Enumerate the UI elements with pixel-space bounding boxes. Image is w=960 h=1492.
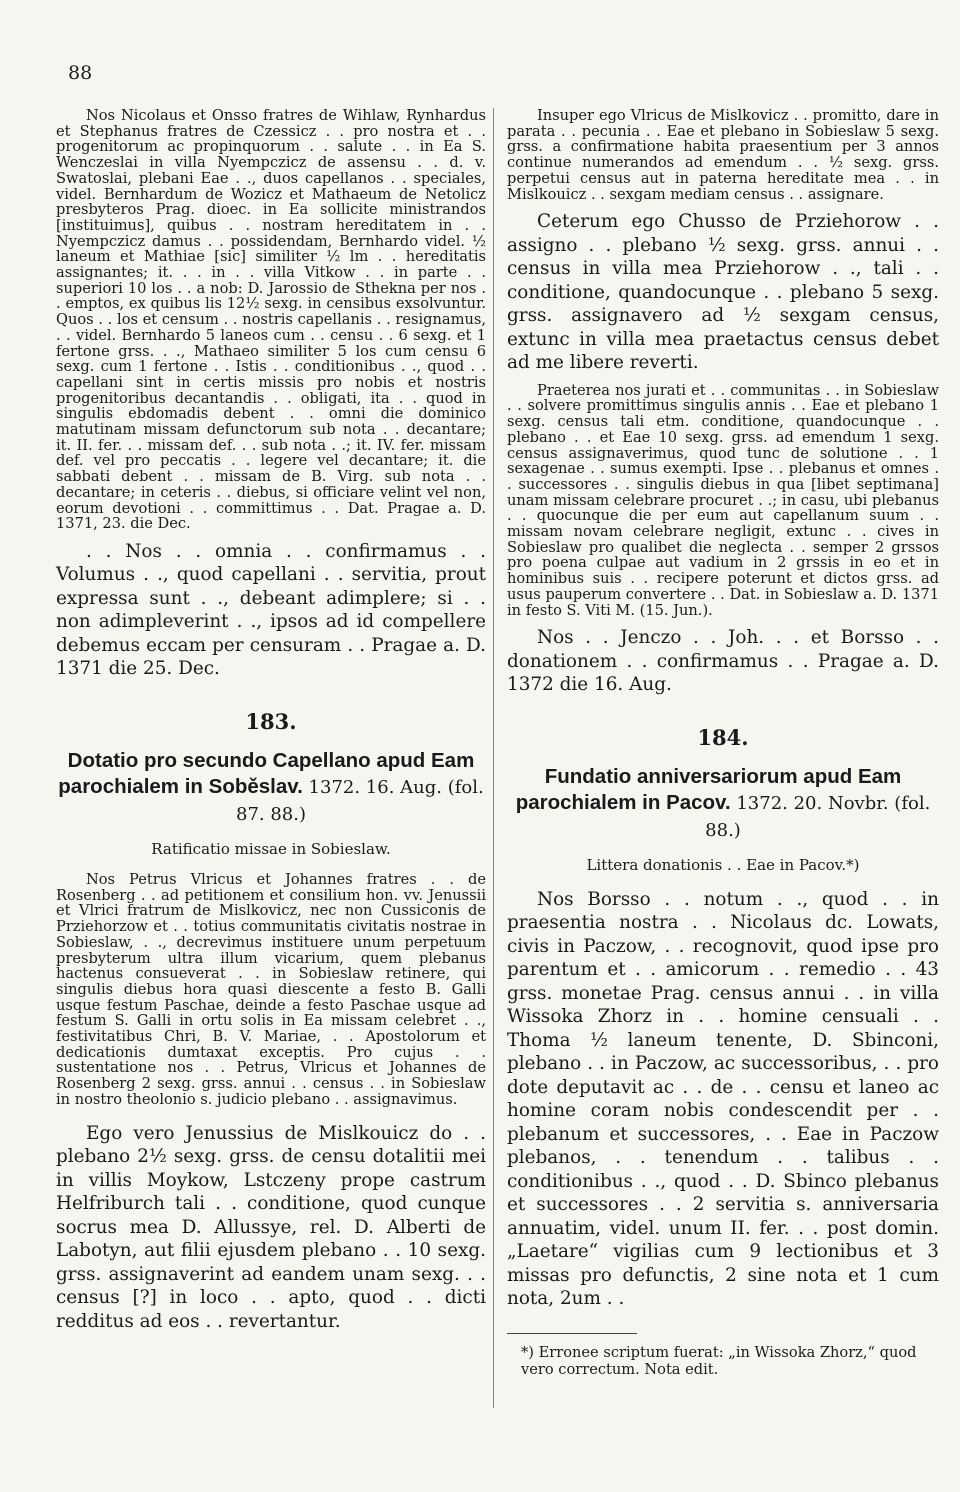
document-title-183 <box>56 748 486 828</box>
footnote-rule <box>507 1333 637 1334</box>
charter-text-communitas: Praeterea nos jurati et . . communitas . . in Sobieslaw . . solvere promittimus singulis annis . . Eae et plebano 1 sexg. census tali etm. conditione, quandocunque . . plebano . . et Eae 10 sexg. grss. ad emendum 1 sexg. census assignaverimus, quod tunc de solutione . . 1 sexagenae . . sumus exempti. Ipse . . plebanus et omnes . . successores . . singulis diebus in qua [libet septimana] unam missam celebrare procuret . .; in casu, ubi plebanus . . quocunque die per eum aut capellanum suum . . missam novam celebrare negligit, extunc . . cives in Sobieslaw pro qualibet die neglecta . . semper 2 grssos pro poena culpae aut vadium in 2 grssis in eo et in hominibus suis . . recipere poterunt et dictos grss. ad usus pauperum convertere . . Dat. in Sobieslaw a. D. 1371 in festo S. Viti M. (15. Jun.). <box>507 381 939 619</box>
right-column <box>507 108 939 1378</box>
charter-text-jenussius: Ego vero Jenussius de Mislkouicz do . . plebano 2½ sexg. grss. de censu dotalitii mei in villis Moykow, Lstczeny prope castrum Helfriburch tali . . conditione, quod cunque socrus mea D. Allussye, rel. D. Alberti de Labotyn, aut filii ejusdem plebano . . 10 sexg. grss. assignaverint ad eandem unam sexg. . . census [?] in loco . . apto, quod . . dicti redditus ad eos . . revertantur. <box>56 1122 486 1332</box>
document-subtitle-184: Littera donationis . . Eae in Pacov.*) <box>586 855 860 874</box>
charter-text-borsso: Nos Borsso . . notum . ., quod . . in praesentia nostra . . Nicolaus dc. Lowats, civis in Paczow, . . recognovit, quod ipse pro parentum et . . amicorum . . remedio . . 43 grss. monetae Prag. census annui . . in villa Wissoka Zhorz in . . homine censuali . . Thoma ½ laneum tenente, D. Sbinconi, plebano . . in Paczow, ac successoribus, . . pro dote deputavit ac . . de . . censu et laneo ac homine coram nobis condescendit per . . plebanum et successores, . . Eae in Paczow plebanos, . . tenendum . . talibus . . conditionibus . ., quod . . D. Sbinco plebanus et successores . . 2 servitia s. anniversaria annuatim, videl. unum II. fer. . . post domin. „Laetare“ vigilias cum 9 lectionibus et 3 missas pro defunctis, 2 sine nota et 1 cum nota, 2um . . <box>507 888 939 1310</box>
title-text: Dotatio pro secundo Capellano apud Eam parochialem in Soběslav. <box>58 748 475 798</box>
left-column <box>56 108 486 1333</box>
confirmation-text-1371: . . Nos . . omnia . . confirmamus . . Volumus . ., quod capellani . . servitia, prout expressa sunt . ., debeant adimplere; si . . non adimpleverint . ., ipsos ad id compellere debemus eccam per censuram . . Pragae a. D. 1371 die 25. Dec. <box>56 540 486 680</box>
column-divider <box>493 108 494 1408</box>
footnote: *) Erronee scriptum fuerat: „in Wissoka Zhorz,“ quod vero correctum. Nota edit. <box>521 1343 917 1378</box>
title-date: 1372. 16. Aug. (fol. 87. 88.) <box>236 776 484 825</box>
title-text: Fundatio anniversariorum apud Eam parochialem in Pacov. <box>515 764 902 814</box>
charter-text-vlricus: Insuper ego Vlricus de Mislkovicz . . promitto, dare in parata . . pecunia . . Eae et plebano in Sobieslaw 5 sexg. grss. a confirmatione habita praesentium per 3 annos continue numerandos ad emendum . . ½ sexg. grss. perpetui census aut in paterna hereditate mea . . in Mislkouicz . . sexgam mediam census . . assignare. <box>507 107 939 203</box>
document-number-184: 184. <box>697 724 749 750</box>
confirmation-text-1372: Nos . . Jenczo . . Joh. . . et Borsso . . donationem . . confirmamus . . Pragae a. D. 1372 die 16. Aug. <box>507 627 939 696</box>
charter-text-1371: Nos Nicolaus et Onsso fratres de Wihlaw, Rynhardus et Stephanus fratres de Czessicz . . pro nostra et . . progenitorum ac propinquorum . . salute . . in Ea S. Wenczeslai in villa Nyempczicz de assensu . . d. v. Swatoslai, plebani Eae . ., duos capellanos . . speciales, videl. Bernhardum de Wozicz et Mathaeum de Netolicz presbyteros Prag. dioec. in Ea sollicite ministrandos [instituimus], quibus . . nostram hereditatem in . . Nyempczicz damus . . possidendam, Bernhardo videl. ½ laneum et Mathiae [sic] similiter ½ lm . . hereditatis assignantes; it. . . in . . villa Vitkow . . in parte . . superiori 10 los . . a nob: D. Jarossio de Sthekna per nos . . emptos, ex quibus lis 12½ sexg. in censibus exsolvuntur. Quos . . los et censum . . nostris capellanis . . resignamus, . . videl. Bernhardo 5 laneos cum . . censu . . 6 sexg. et 1 fertone grss. . ., Mathaeo similiter 5 los cum censu 6 sexg. cum 1 fertone . . Istis . . conditionibus . ., quod . . capellani sint in certis missis pro nobis et nostris progenitoribus decantandis . . obligati, ita . . quod in singulis ebdomadis debent . . omni die dominico matutinam missam defunctorum sub nota . . decantare; it. II. fer. . . missam def. . . sub nota . .; it. IV. fer. missam def. vel pro peccatis . . legere vel decantare; it. die sabbati debent . . missam de B. Virg. sub nota . . decantare; in ceteris . . diebus, si officiare velint vel non, eorum devotioni . . committimus . . Dat. Pragae a. D. 1371, 23. die Dec. <box>56 107 486 533</box>
page-number: 88 <box>68 62 93 84</box>
document-title-184 <box>507 764 939 844</box>
document-number-183: 183. <box>245 708 297 734</box>
charter-text-chusso: Ceterum ego Chusso de Prziehorow . . assigno . . plebano ½ sexg. grss. annui . . census in villa mea Prziehorow . ., tali . . conditione, quandocunque . . plebano 5 sexg. grss. assignavero ad ½ sexgam census, extunc in villa mea praetactus census debet ad me libere reverti. <box>507 211 939 374</box>
document-subtitle-183: Ratificatio missae in Sobieslaw. <box>151 839 391 858</box>
title-date: 1372. 20. Novbr. (fol. 88.) <box>705 792 931 841</box>
charter-text-rosenberg: Nos Petrus Vlricus et Johannes fratres . . de Rosenberg . . ad petitionem et consilium hon. vv. Jenussii et Vlrici fratrum de Mislkovicz, nec non Cussiconis de Prziehorzow et . . totius communitatis civitatis nostrae in Sobieslaw, . ., decrevimus instituere unum perpetuum presbyterum ultra illum vicarium, quem plebanus hactenus consueverat . . in Sobieslaw retinere, qui singulis diebus hora quasi diescente a festo B. Galli usque festum Paschae, deinde a festo Paschae usque ad festum S. Galli in ortu solis in Ea missam celebret . ., festivitatibus Chri, B. V. Mariae, . . Apostolorum et dedicationis dumtaxat exceptis. Pro cujus . . sustentatione nos . . Petrus, Vlricus et Johannes de Rosenberg 2 sexg. grss. annui . . census . . in Sobieslaw in nostro theolonio s. judicio plebano . . assignavimus. <box>56 870 486 1108</box>
